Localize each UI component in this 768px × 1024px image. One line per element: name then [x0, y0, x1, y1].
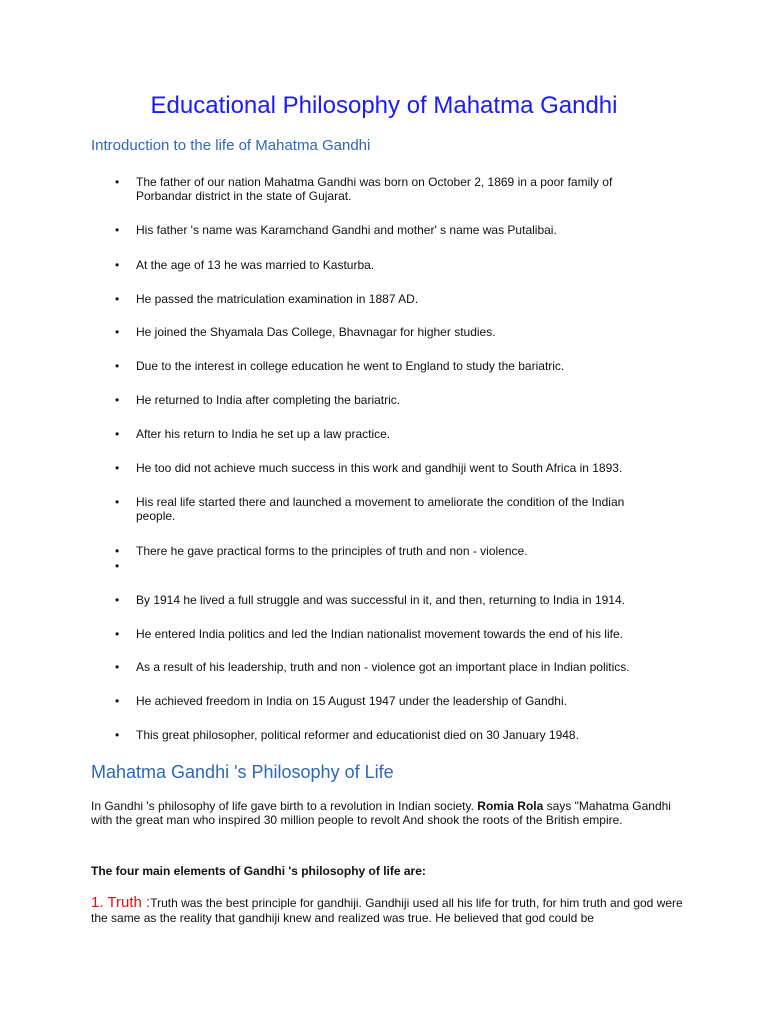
bullet-icon: • [115, 292, 120, 306]
list-item-text: There he gave practical forms to the principles of truth and non - violence. [136, 544, 528, 558]
list-item-text: He passed the matriculation examination in 1887 AD. [136, 292, 419, 306]
paragraph-text: In Gandhi 's philosophy of life gave birth to a revolution in Indian society. [91, 799, 478, 813]
bullet-icon: • [115, 223, 120, 237]
list-item-text: This great philosopher, political reformer and educationist died on 30 January 1948. [136, 728, 579, 742]
bullet-icon: • [115, 393, 120, 407]
list-item-text: He too did not achieve much success in this work and gandhiji went to South Africa in 1893. [136, 461, 623, 475]
bullet-icon: • [115, 559, 120, 573]
bullet-icon: • [115, 461, 120, 475]
bullet-icon: • [115, 627, 120, 641]
bullet-icon: • [115, 325, 120, 339]
bullet-icon: • [115, 258, 120, 272]
bullet-icon: • [115, 427, 120, 441]
list-item-text: At the age of 13 he was married to Kasturba. [136, 258, 375, 272]
list-item-text: His real life started there and launched a movement to ameliorate the condition of the Indian people. [136, 495, 625, 523]
bullet-icon: • [115, 495, 120, 509]
quoted-author: Romia Rola [477, 799, 544, 813]
section-heading-philosophy: Mahatma Gandhi 's Philosophy of Life [91, 762, 394, 782]
list-item-text: As a result of his leadership, truth and non - violence got an important place in Indian politics. [136, 660, 630, 674]
bullet-icon: • [115, 728, 120, 742]
bullet-icon: • [115, 175, 120, 189]
bullet-icon: • [115, 593, 120, 607]
list-item-text: He joined the Shyamala Das College, Bhavnagar for higher studies. [136, 325, 496, 339]
truth-label: 1. Truth : [91, 894, 151, 911]
paragraph-text: says "Mahatma Gandhi with the great man who inspired 30 million people to revolt And shook the roots of the British empire. [91, 799, 671, 827]
bullet-icon: • [115, 359, 120, 373]
bullet-icon: • [115, 544, 120, 558]
list-item-text: He entered India politics and led the Indian nationalist movement towards the end of his life. [136, 627, 623, 641]
list-item-text: Due to the interest in college education he went to England to study the bariatric. [136, 359, 565, 373]
list-item-text: His father 's name was Karamchand Gandhi and mother' s name was Putalibai. [136, 223, 557, 237]
truth-text: Truth was the best principle for gandhiji. Gandhiji used all his life for truth, for him truth and god were the same as the reality that gandhiji knew and realized was true. He believed that god could be [91, 896, 683, 925]
truth-paragraph [91, 895, 691, 926]
list-item-text: He achieved freedom in India on 15 August 1947 under the leadership of Gandhi. [136, 694, 567, 708]
page-title: Educational Philosophy of Mahatma Gandhi [150, 92, 618, 119]
list-item-text: After his return to India he set up a law practice. [136, 427, 391, 441]
bullet-icon: • [115, 660, 120, 674]
elements-heading: The four main elements of Gandhi 's philosophy of life are: [91, 864, 426, 878]
list-item-text: The father of our nation Mahatma Gandhi was born on October 2, 1869 in a poor family of Porbandar district in the state of Gujarat. [136, 175, 613, 203]
intro-paragraph [91, 799, 671, 827]
list-item-text: He returned to India after completing the bariatric. [136, 393, 401, 407]
list-item-text: By 1914 he lived a full struggle and was successful in it, and then, returning to India in 1914. [136, 593, 625, 607]
section-heading-introduction: Introduction to the life of Mahatma Gandhi [91, 137, 371, 154]
bullet-icon: • [115, 694, 120, 708]
